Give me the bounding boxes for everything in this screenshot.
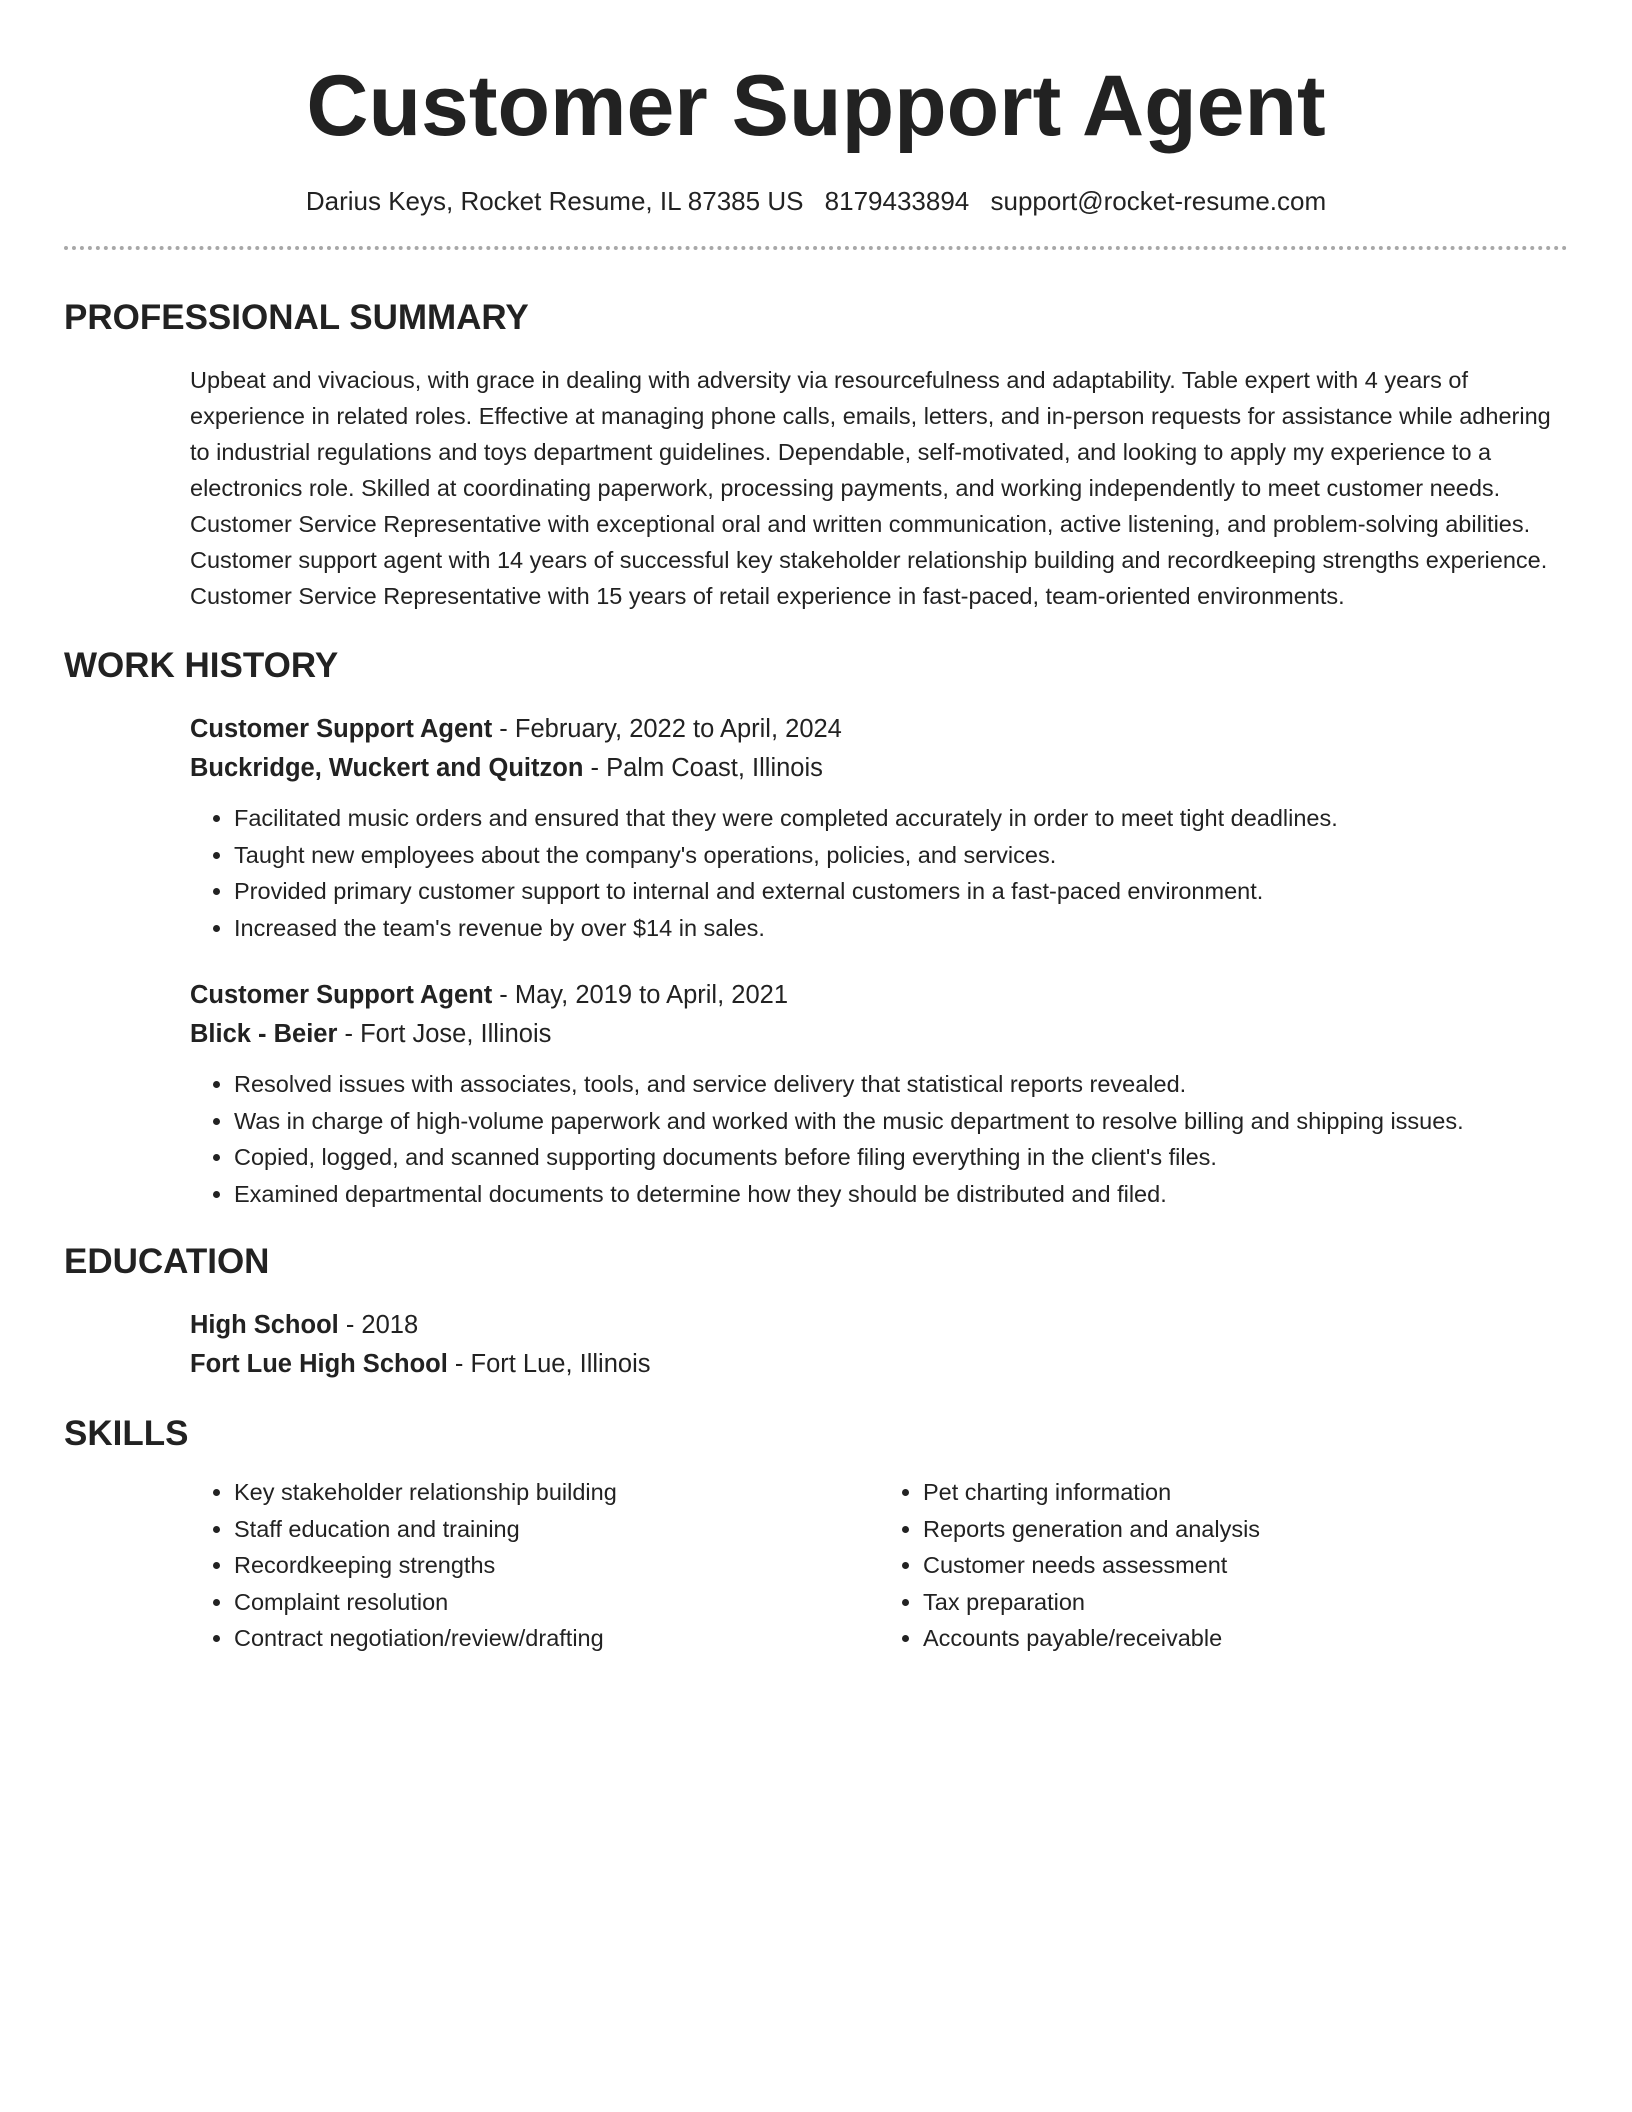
job-location: - Palm Coast, Illinois [583,754,823,782]
job-bullet: • Provided primary customer support to internal and external customers in a fast-paced environment. [234,873,1568,910]
section-heading-work: WORK HISTORY [64,646,339,685]
education-school-line [190,1345,1568,1384]
contact-phone: 8179433894 [824,186,970,216]
skill-item: • Reports generation and analysis [923,1511,1568,1548]
skill-item: • Pet charting information [923,1474,1568,1511]
resume-title: Customer Support Agent [306,58,1326,154]
education-school: Fort Lue High School [190,1350,448,1378]
job-entry [190,710,1568,946]
skill-item: • Tax preparation [923,1584,1568,1621]
section-heading-education: EDUCATION [64,1242,270,1281]
job-bullet: • Examined departmental documents to determine how they should be distributed and filed. [234,1176,1568,1213]
job-company-line [190,1015,1568,1054]
contact-email: support@rocket-resume.com [990,186,1327,216]
job-dates: - February, 2022 to April, 2024 [492,715,842,743]
job-bullet: • Resolved issues with associates, tools, and service delivery that statistical reports revealed. [234,1066,1568,1103]
skills-column-right [879,1474,1568,1657]
skills-section [64,1474,1568,1657]
skill-item: • Customer needs assessment [923,1547,1568,1584]
job-dates: - May, 2019 to April, 2021 [492,981,788,1009]
section-heading-summary: PROFESSIONAL SUMMARY [64,298,529,337]
job-title-line [190,976,1568,1015]
section-heading-skills: SKILLS [64,1414,189,1453]
job-company: Buckridge, Wuckert and Quitzon [190,754,584,782]
education-degree-line [190,1306,1568,1345]
job-bullet: • Copied, logged, and scanned supporting documents before filing everything in the client's files. [234,1139,1568,1176]
skill-item: • Staff education and training [234,1511,879,1548]
contact-line [64,184,1568,218]
skill-item: • Recordkeeping strengths [234,1547,879,1584]
skill-item: • Key stakeholder relationship building [234,1474,879,1511]
skill-item: • Complaint resolution [234,1584,879,1621]
contact-address: Darius Keys, Rocket Resume, IL 87385 US [305,186,804,216]
skill-item: • Accounts payable/receivable [923,1620,1568,1657]
job-title: Customer Support Agent [190,715,493,743]
job-bullets [190,1066,1568,1212]
job-bullet: • Was in charge of high-volume paperwork and worked with the music department to resolve billing and shipping issues. [234,1103,1568,1140]
education-location: - Fort Lue, Illinois [447,1350,651,1378]
job-bullets [190,800,1568,946]
job-company: Blick - Beier [190,1020,338,1048]
education-section [64,1306,1568,1384]
education-year: - 2018 [338,1311,419,1339]
header-divider [64,246,1568,250]
education-entry [190,1306,1568,1384]
skills-grid [190,1474,1568,1657]
job-bullet: • Facilitated music orders and ensured that they were completed accurately in order to meet tight deadlines. [234,800,1568,837]
job-bullet: • Increased the team's revenue by over $14 in sales. [234,910,1568,947]
job-bullet: • Taught new employees about the company's operations, policies, and services. [234,837,1568,874]
skill-item: • Contract negotiation/review/drafting [234,1620,879,1657]
job-title: Customer Support Agent [190,981,493,1009]
job-location: - Fort Jose, Illinois [337,1020,552,1048]
summary-section [64,362,1568,614]
job-title-line [190,710,1568,749]
skills-column-left [190,1474,879,1657]
summary-text: Upbeat and vivacious, with grace in dealing with adversity via resourcefulness and adaptability. Table expert with 4 years of experience in related roles. Effective at managing phone calls, emails, letters, and in-person requests for assistance while adhering to industrial regulations and toys department guidelines. Dependable, self-motivated, and looking to apply my experience to a electronics role. Skilled at coordinating paperwork, processing payments, and working independently to meet customer needs. Customer Service Representative with exceptional oral and written communication, active listening, and problem-solving abilities. Customer support agent with 14 years of successful key stakeholder relationship building and recordkeeping strengths experience. Customer Service Representative with 15 years of retail experience in fast-paced, team-oriented environments. [190,367,1551,609]
job-company-line [190,749,1568,788]
job-entry [190,976,1568,1212]
education-degree: High School [190,1311,339,1339]
work-section [64,710,1568,1212]
